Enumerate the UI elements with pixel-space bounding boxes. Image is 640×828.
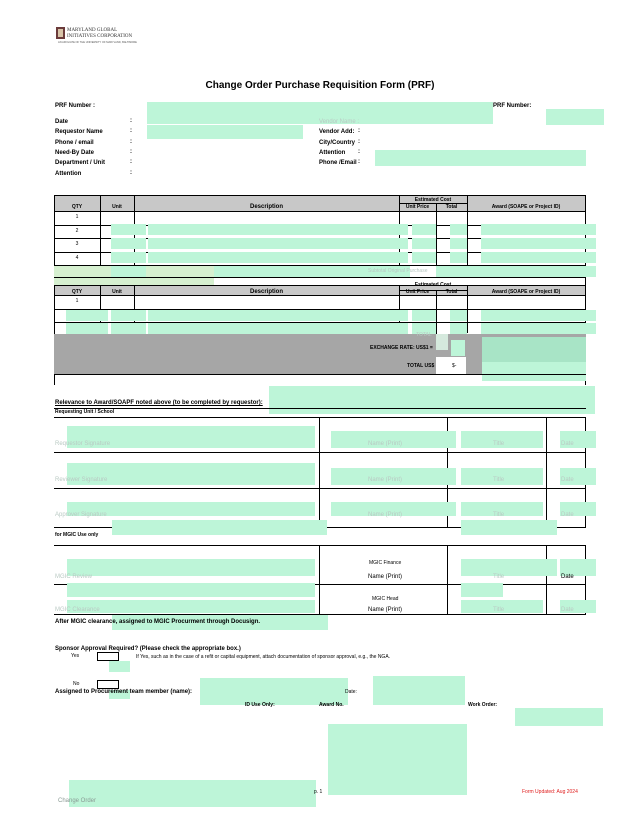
department-unit-label: Department / Unit — [55, 160, 106, 166]
row-award-input[interactable] — [481, 224, 596, 235]
row-number: 1 — [75, 298, 79, 304]
no-label: No — [73, 681, 80, 687]
row-qty-input[interactable] — [66, 310, 108, 321]
date-label: Date — [561, 512, 574, 518]
prf-number-right-label: PRF Number: — [493, 103, 532, 109]
name-print-label: Name (Print) — [368, 574, 403, 580]
assigned-label: Assigned to Procurement team member (name): — [55, 689, 193, 695]
logo-line2: INITIATIVES CORPORATION — [67, 34, 133, 39]
exchange-rate-label: EXCHANGE RATE: US$1 = — [370, 345, 433, 351]
requesting-unit-label: Requesting Unit / School — [55, 409, 115, 415]
title-label: Title — [493, 574, 505, 580]
mgic-finance-label: MGIC Finance — [369, 560, 402, 566]
date-label: Date — [561, 477, 574, 483]
yes-note: If Yes, such as in the case of a refit or capital equipment, attach documentation of sponsor approval, e.g., the NGA. — [136, 654, 391, 660]
page-number: p. 1 — [314, 789, 323, 795]
colon: : — [358, 159, 360, 165]
requestor-signature-label: Requestor Signature — [55, 441, 111, 447]
colon: : — [130, 159, 132, 165]
approver-signature-label: Approver Signature — [55, 512, 107, 518]
work-order-input[interactable] — [515, 708, 603, 726]
description-header: Description — [249, 289, 283, 295]
vendor-name-label: Vendor Name : — [319, 119, 360, 125]
date-label: Date — [561, 607, 574, 613]
row-total-input[interactable] — [450, 224, 467, 235]
attention-left-label: Attention — [55, 171, 82, 177]
row-award-input[interactable] — [481, 238, 596, 249]
row-unit-price-input[interactable] — [412, 252, 436, 263]
row-award-input[interactable] — [481, 323, 596, 334]
approver-title-extra-input[interactable] — [461, 520, 557, 535]
mgic-heading: for MGIC Use only — [55, 532, 99, 538]
assigned-date-input[interactable] — [373, 676, 465, 705]
total-header: Total — [445, 289, 458, 295]
row-unit-input[interactable] — [111, 310, 146, 321]
row-total-input[interactable] — [450, 310, 467, 321]
mgic-head-signature-input[interactable] — [67, 583, 315, 597]
logo — [56, 27, 136, 47]
page-title: Change Order Purchase Requisition Form (PRF) — [205, 80, 435, 91]
colon: : — [130, 139, 132, 145]
relevance-heading: Relevance to Award/SOAPF noted above (to be completed by requestor): — [55, 400, 263, 406]
row-award-input[interactable] — [481, 252, 596, 263]
estimated-cost-header: Estimated Cost — [414, 282, 452, 288]
award-header: Award (SOAPE or Project ID) — [491, 204, 561, 210]
sponsor-heading: Sponsor Approval Required? (Please check the appropriate box.) — [55, 646, 241, 652]
row-unit-price-input[interactable] — [412, 310, 436, 321]
yes-label: Yes — [71, 653, 80, 659]
row-unit-input[interactable] — [111, 224, 146, 235]
row-number: 4 — [75, 255, 79, 261]
attention-right-label: Attention — [319, 150, 346, 156]
logo-tagline: AN AFFILIATE OF THE UNIVERSITY OF MARYLAND, BALTIMORE — [58, 41, 137, 44]
assigned-date-label: Date: — [345, 689, 357, 695]
row-unit-input[interactable] — [111, 323, 146, 334]
colon: : — [130, 118, 132, 124]
estimated-cost-header: Estimated Cost — [414, 197, 452, 203]
no-checkbox[interactable] — [97, 680, 119, 689]
row-description-input[interactable] — [148, 252, 408, 263]
colon: : — [130, 149, 132, 155]
total-us-label: TOTAL US$ — [407, 363, 435, 369]
title-label: Title — [493, 477, 505, 483]
city-country-label: City/Country — [319, 140, 355, 146]
assigned-name-input[interactable] — [200, 678, 348, 705]
date-label: Date — [561, 441, 574, 447]
after-clearance-note: After MGIC clearance, assigned to MGIC Procurment through Docusign. — [55, 619, 261, 625]
approver-extra-input[interactable] — [112, 520, 327, 535]
phone-email-label: Phone / email — [55, 140, 94, 146]
total-us-value: $- — [452, 363, 457, 369]
row-unit-input[interactable] — [111, 238, 146, 249]
prf-number-label: PRF Number : — [55, 103, 96, 109]
qty-header: QTY — [71, 204, 83, 210]
unit-header: Unit — [112, 204, 122, 210]
logo-emblem-icon — [56, 27, 65, 39]
mgic-clearance-label: MGIC Clearance — [55, 607, 100, 613]
title-label: Title — [493, 607, 505, 613]
date-label: Date — [55, 119, 69, 125]
mgic-clearance-signature-input[interactable] — [67, 600, 315, 613]
row-award-input[interactable] — [481, 310, 596, 321]
change-order-fill — [69, 780, 316, 807]
unit-price-header: Unit Price — [405, 204, 430, 210]
mgic-review-label: MGIC Review — [55, 574, 93, 580]
phone-email-right-input[interactable] — [375, 150, 586, 166]
award-header: Award (SOAPE or Project ID) — [491, 289, 561, 295]
form-updated: Form Updated: Aug 2024 — [522, 789, 578, 795]
row-total-input[interactable] — [450, 252, 467, 263]
unit-price-header: Unit Price — [405, 289, 430, 295]
change-order-label: Change Order — [58, 798, 97, 804]
subtotal-value[interactable] — [436, 266, 596, 277]
id-use-only-label: ID Use Only: — [245, 702, 275, 708]
name-print-label: Name (Print) — [368, 441, 403, 447]
row-unit-price-input[interactable] — [412, 224, 436, 235]
title-label: Title — [493, 441, 505, 447]
row-description-input[interactable] — [148, 310, 408, 321]
name-print-label: Name (Print) — [368, 477, 403, 483]
mgic-review-title-input[interactable] — [461, 559, 557, 576]
unit-header: Unit — [112, 289, 122, 295]
row-description-input[interactable] — [148, 323, 408, 334]
award-extra-input[interactable] — [482, 362, 586, 381]
requestor-name-label: Requestor Name — [55, 129, 103, 135]
subtotal-fill[interactable] — [111, 266, 146, 277]
row-unit-price-input[interactable] — [412, 238, 436, 249]
work-order-label: Work Order: — [468, 702, 498, 708]
row-number: 1 — [75, 214, 79, 220]
vendor-add-label: Vendor Add: — [319, 129, 355, 135]
colon: : — [358, 139, 360, 145]
yes-checkbox[interactable] — [97, 652, 119, 661]
row-description-input[interactable] — [148, 238, 408, 249]
subtotal-label: Subtotal Original Purchase — [368, 268, 428, 274]
row-number: 3 — [75, 241, 79, 247]
yes-fill — [109, 661, 130, 672]
title-label: Title — [493, 512, 505, 518]
colon: : — [130, 128, 132, 134]
colon: : — [130, 170, 132, 176]
name-print-label: Name (Print) — [368, 607, 403, 613]
need-by-date-label: Need-By Date — [55, 150, 95, 156]
row-unit-input[interactable] — [111, 252, 146, 263]
total-header: Total — [445, 204, 458, 210]
award-no-label: Award No. — [319, 702, 344, 708]
mgic-head-label: MGIC Head — [372, 596, 399, 602]
mgic-head-title-input[interactable] — [461, 583, 503, 597]
exchange-rate-input[interactable] — [451, 340, 465, 356]
name-print-label: Name (Print) — [368, 512, 403, 518]
reviewer-signature-label: Reviewer Signature — [55, 477, 108, 483]
prf-number-right-input[interactable] — [546, 109, 604, 125]
qty-header: QTY — [71, 289, 83, 295]
date-label: Date — [561, 574, 574, 580]
logo-line1: MARYLAND GLOBAL — [67, 28, 118, 33]
phone-email-right-label: Phone /Email — [319, 160, 357, 166]
row-qty-input[interactable] — [66, 323, 108, 334]
description-header: Description — [249, 204, 283, 210]
relevance-input-top[interactable] — [269, 386, 595, 414]
row-number: 2 — [75, 228, 79, 234]
row-description-input[interactable] — [148, 224, 408, 235]
row-total-input[interactable] — [450, 238, 467, 249]
total-label: TOTAL — [416, 332, 432, 338]
award-no-input[interactable] — [328, 724, 467, 795]
mgic-review-signature-input[interactable] — [67, 559, 315, 576]
colon: : — [358, 128, 360, 134]
requestor-name-input[interactable] — [147, 125, 303, 139]
colon: : — [358, 149, 360, 155]
row-total-input[interactable] — [450, 323, 467, 334]
